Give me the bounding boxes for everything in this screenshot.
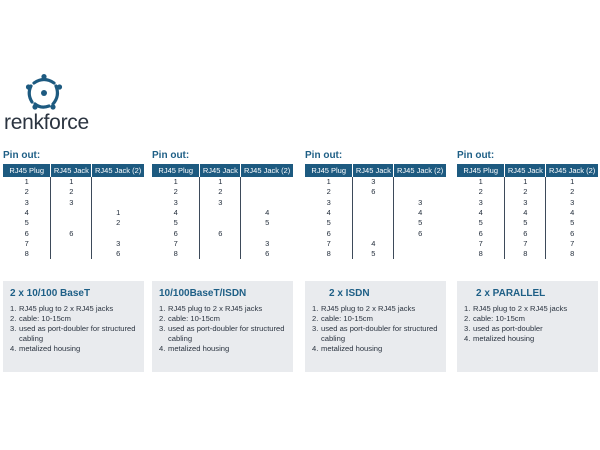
table-row xyxy=(305,177,446,187)
list-item-number: 1. xyxy=(10,304,17,313)
table-cell: 2 xyxy=(570,187,575,197)
table-cell: 6 xyxy=(265,249,270,259)
pinout-table xyxy=(152,164,293,259)
table-cell: 2 xyxy=(152,187,200,197)
table-cell xyxy=(200,239,241,249)
table-cell: 3 xyxy=(505,198,546,208)
table-cell: 5 xyxy=(418,218,423,228)
table-cell: 1 xyxy=(457,177,505,187)
table-cell: 1 xyxy=(51,177,92,187)
panel-2x-isdn xyxy=(305,150,446,372)
table-cell: 8 xyxy=(457,249,505,259)
table-row xyxy=(305,208,446,218)
list-item xyxy=(159,344,286,354)
column-header: RJ45 Jack (2) xyxy=(241,164,293,177)
table-cell: 3 xyxy=(353,177,394,187)
list-item-text: cable: 10-15cm xyxy=(168,314,220,323)
table-cell: 6 xyxy=(152,228,200,238)
table-cell: 6 xyxy=(353,187,394,197)
table-header-row xyxy=(457,164,598,177)
column-header: RJ45 Plug xyxy=(3,164,51,177)
table-row xyxy=(3,228,144,238)
list-item-text: metalized housing xyxy=(473,334,535,343)
table-cell: 3 xyxy=(305,198,353,208)
list-item-text: RJ45 plug to 2 x RJ45 jacks xyxy=(321,304,416,313)
table-cell: 8 xyxy=(505,249,546,259)
table-cell: 6 xyxy=(51,228,92,238)
table-cell: 5 xyxy=(505,218,546,228)
table-row xyxy=(3,177,144,187)
panel-2x-parallel xyxy=(457,150,598,372)
brand-name: renkforce xyxy=(4,111,89,134)
table-cell: 1 xyxy=(305,177,353,187)
list-item-number: 4. xyxy=(312,344,319,353)
list-item-number: 2. xyxy=(159,314,166,323)
pinout-label: Pin out: xyxy=(305,150,343,161)
description-box xyxy=(305,281,446,372)
variant-title: 2 x 10/100 BaseT xyxy=(10,288,91,299)
table-cell xyxy=(394,249,446,259)
table-cell: 4 xyxy=(265,208,270,218)
list-item xyxy=(10,324,137,344)
table-header-row xyxy=(152,164,293,177)
list-item-number: 3. xyxy=(464,324,471,333)
table-cell: 5 xyxy=(457,218,505,228)
pinout-table xyxy=(457,164,598,259)
table-row xyxy=(305,249,446,259)
table-row xyxy=(457,218,598,228)
list-item xyxy=(464,334,591,344)
list-item-text: RJ45 plug to 2 x RJ45 jacks xyxy=(473,304,568,313)
table-cell xyxy=(51,249,92,259)
table-cell: 6 xyxy=(505,228,546,238)
list-item-text: cable: 10-15cm xyxy=(473,314,525,323)
list-item xyxy=(312,324,439,344)
column-header: RJ45 Plug xyxy=(305,164,353,177)
table-cell xyxy=(241,198,293,208)
table-row xyxy=(152,249,293,259)
table-cell: 3 xyxy=(200,198,241,208)
list-item-number: 4. xyxy=(10,344,17,353)
list-item xyxy=(464,304,591,314)
panel-10-100baset-isdn xyxy=(152,150,293,372)
table-row xyxy=(305,239,446,249)
table-cell xyxy=(241,228,293,238)
list-item xyxy=(10,304,137,314)
table-row xyxy=(457,187,598,197)
feature-list xyxy=(10,304,137,354)
table-row xyxy=(305,198,446,208)
table-cell: 3 xyxy=(457,198,505,208)
table-row xyxy=(152,198,293,208)
list-item-text: metalized housing xyxy=(168,344,230,353)
list-item-number: 1. xyxy=(464,304,471,313)
list-item-number: 3. xyxy=(159,324,166,333)
feature-list xyxy=(159,304,286,354)
list-item xyxy=(159,314,286,324)
table-row xyxy=(457,198,598,208)
table-cell xyxy=(353,198,394,208)
table-cell: 1 xyxy=(505,177,546,187)
table-cell: 5 xyxy=(570,218,575,228)
panel-10-100-baset xyxy=(3,150,144,372)
table-cell: 4 xyxy=(152,208,200,218)
table-cell: 5 xyxy=(305,218,353,228)
list-item-text: used as port-doubler for structured cabling xyxy=(19,324,136,343)
column-header: RJ45 Jack xyxy=(200,164,241,177)
column-header: RJ45 Jack (2) xyxy=(546,164,598,177)
table-cell: 4 xyxy=(305,208,353,218)
list-item xyxy=(312,304,439,314)
table-cell: 5 xyxy=(353,249,394,259)
list-item-text: used as port-doubler for structured cabling xyxy=(321,324,438,343)
table-cell xyxy=(92,228,144,238)
brand-logo xyxy=(4,74,89,136)
variant-title: 10/100BaseT/ISDN xyxy=(159,288,247,299)
table-cell xyxy=(51,208,92,218)
table-cell xyxy=(353,208,394,218)
list-item-number: 2. xyxy=(10,314,17,323)
table-cell: 2 xyxy=(51,187,92,197)
table-row xyxy=(457,249,598,259)
list-item-number: 1. xyxy=(312,304,319,313)
table-cell: 1 xyxy=(116,208,121,218)
table-row xyxy=(305,228,446,238)
table-cell: 8 xyxy=(305,249,353,259)
pinout-table xyxy=(3,164,144,259)
list-item-text: cable: 10-15cm xyxy=(19,314,71,323)
list-item-text: RJ45 plug to 2 x RJ45 jacks xyxy=(19,304,114,313)
table-cell: 2 xyxy=(305,187,353,197)
table-cell: 8 xyxy=(570,249,575,259)
table-cell xyxy=(200,249,241,259)
table-cell: 3 xyxy=(418,197,423,207)
table-row xyxy=(152,177,293,187)
table-cell xyxy=(241,187,293,197)
pinout-label: Pin out: xyxy=(152,150,190,161)
table-header-row xyxy=(3,164,144,177)
table-row xyxy=(3,218,144,228)
list-item xyxy=(159,324,286,344)
table-row xyxy=(3,208,144,218)
list-item xyxy=(464,314,591,324)
list-item-text: metalized housing xyxy=(19,344,81,353)
table-row xyxy=(152,239,293,249)
table-cell: 5 xyxy=(152,218,200,228)
table-cell: 7 xyxy=(305,239,353,249)
table-cell: 3 xyxy=(116,238,121,248)
column-header: RJ45 Jack xyxy=(353,164,394,177)
table-cell: 5 xyxy=(265,218,270,228)
column-header: RJ45 Jack (2) xyxy=(394,164,446,177)
table-cell xyxy=(92,187,144,197)
table-cell: 3 xyxy=(152,198,200,208)
table-cell: 3 xyxy=(265,238,270,248)
table-cell: 1 xyxy=(3,177,51,187)
table-cell: 2 xyxy=(3,187,51,197)
table-row xyxy=(3,187,144,197)
table-cell: 8 xyxy=(152,249,200,259)
table-cell: 4 xyxy=(353,239,394,249)
table-row xyxy=(152,228,293,238)
table-row xyxy=(457,177,598,187)
table-cell: 6 xyxy=(305,228,353,238)
table-cell: 5 xyxy=(3,218,51,228)
table-cell: 2 xyxy=(116,218,121,228)
list-item xyxy=(10,344,137,354)
column-header: RJ45 Plug xyxy=(457,164,505,177)
table-cell: 1 xyxy=(570,177,575,187)
column-header: RJ45 Jack xyxy=(51,164,92,177)
feature-list xyxy=(312,304,439,354)
list-item xyxy=(464,324,591,334)
pinout-table xyxy=(305,164,446,259)
description-box xyxy=(457,281,598,372)
table-cell xyxy=(51,239,92,249)
table-cell: 6 xyxy=(457,228,505,238)
list-item xyxy=(159,304,286,314)
feature-list xyxy=(464,304,591,344)
table-cell: 6 xyxy=(570,228,575,238)
table-row xyxy=(152,208,293,218)
table-row xyxy=(3,239,144,249)
table-cell: 6 xyxy=(418,228,423,238)
list-item-number: 1. xyxy=(159,304,166,313)
list-item-text: used as port-doubler xyxy=(473,324,543,333)
variant-title: 2 x PARALLEL xyxy=(476,288,546,299)
table-header-row xyxy=(305,164,446,177)
table-cell: 6 xyxy=(116,249,121,259)
list-item-number: 3. xyxy=(10,324,17,333)
table-cell: 4 xyxy=(570,208,575,218)
table-cell: 7 xyxy=(505,239,546,249)
table-row xyxy=(305,187,446,197)
table-row xyxy=(152,187,293,197)
table-cell: 3 xyxy=(570,197,575,207)
list-item-text: used as port-doubler for structured cabling xyxy=(168,324,285,343)
list-item-number: 2. xyxy=(312,314,319,323)
table-row xyxy=(3,198,144,208)
list-item-text: metalized housing xyxy=(321,344,383,353)
list-item-text: cable: 10-15cm xyxy=(321,314,373,323)
pinout-label: Pin out: xyxy=(3,150,41,161)
table-cell: 4 xyxy=(3,208,51,218)
table-row xyxy=(152,218,293,228)
table-cell: 8 xyxy=(3,249,51,259)
table-cell: 4 xyxy=(505,208,546,218)
table-cell xyxy=(92,177,144,187)
table-cell: 1 xyxy=(200,177,241,187)
table-cell: 1 xyxy=(152,177,200,187)
table-cell: 4 xyxy=(418,208,423,218)
table-cell xyxy=(241,177,293,187)
table-cell xyxy=(394,187,446,197)
table-cell xyxy=(394,177,446,187)
list-item xyxy=(312,344,439,354)
table-row xyxy=(457,228,598,238)
table-cell: 7 xyxy=(570,238,575,248)
table-cell xyxy=(92,198,144,208)
table-cell: 4 xyxy=(457,208,505,218)
table-row xyxy=(3,249,144,259)
table-cell: 3 xyxy=(51,198,92,208)
variant-title: 2 x ISDN xyxy=(329,288,370,299)
table-cell: 7 xyxy=(457,239,505,249)
list-item-number: 4. xyxy=(464,334,471,343)
list-item-number: 3. xyxy=(312,324,319,333)
description-box xyxy=(3,281,144,372)
table-cell: 7 xyxy=(152,239,200,249)
table-row xyxy=(305,218,446,228)
pinout-label: Pin out: xyxy=(457,150,495,161)
table-cell xyxy=(353,228,394,238)
table-cell: 6 xyxy=(3,228,51,238)
list-item-number: 2. xyxy=(464,314,471,323)
table-cell xyxy=(353,218,394,228)
table-cell xyxy=(200,218,241,228)
table-cell: 3 xyxy=(3,198,51,208)
table-row xyxy=(457,239,598,249)
table-cell xyxy=(51,218,92,228)
description-box xyxy=(152,281,293,372)
column-header: RJ45 Jack (2) xyxy=(92,164,144,177)
table-cell xyxy=(200,208,241,218)
list-item xyxy=(312,314,439,324)
list-item xyxy=(10,314,137,324)
table-cell xyxy=(394,239,446,249)
table-cell: 2 xyxy=(505,187,546,197)
table-cell: 6 xyxy=(200,228,241,238)
list-item-text: RJ45 plug to 2 x RJ45 jacks xyxy=(168,304,263,313)
table-cell: 7 xyxy=(3,239,51,249)
list-item-number: 4. xyxy=(159,344,166,353)
table-row xyxy=(457,208,598,218)
column-header: RJ45 Jack xyxy=(505,164,546,177)
column-header: RJ45 Plug xyxy=(152,164,200,177)
table-cell: 2 xyxy=(457,187,505,197)
renkforce-logo-icon xyxy=(24,74,64,110)
table-cell: 2 xyxy=(200,187,241,197)
